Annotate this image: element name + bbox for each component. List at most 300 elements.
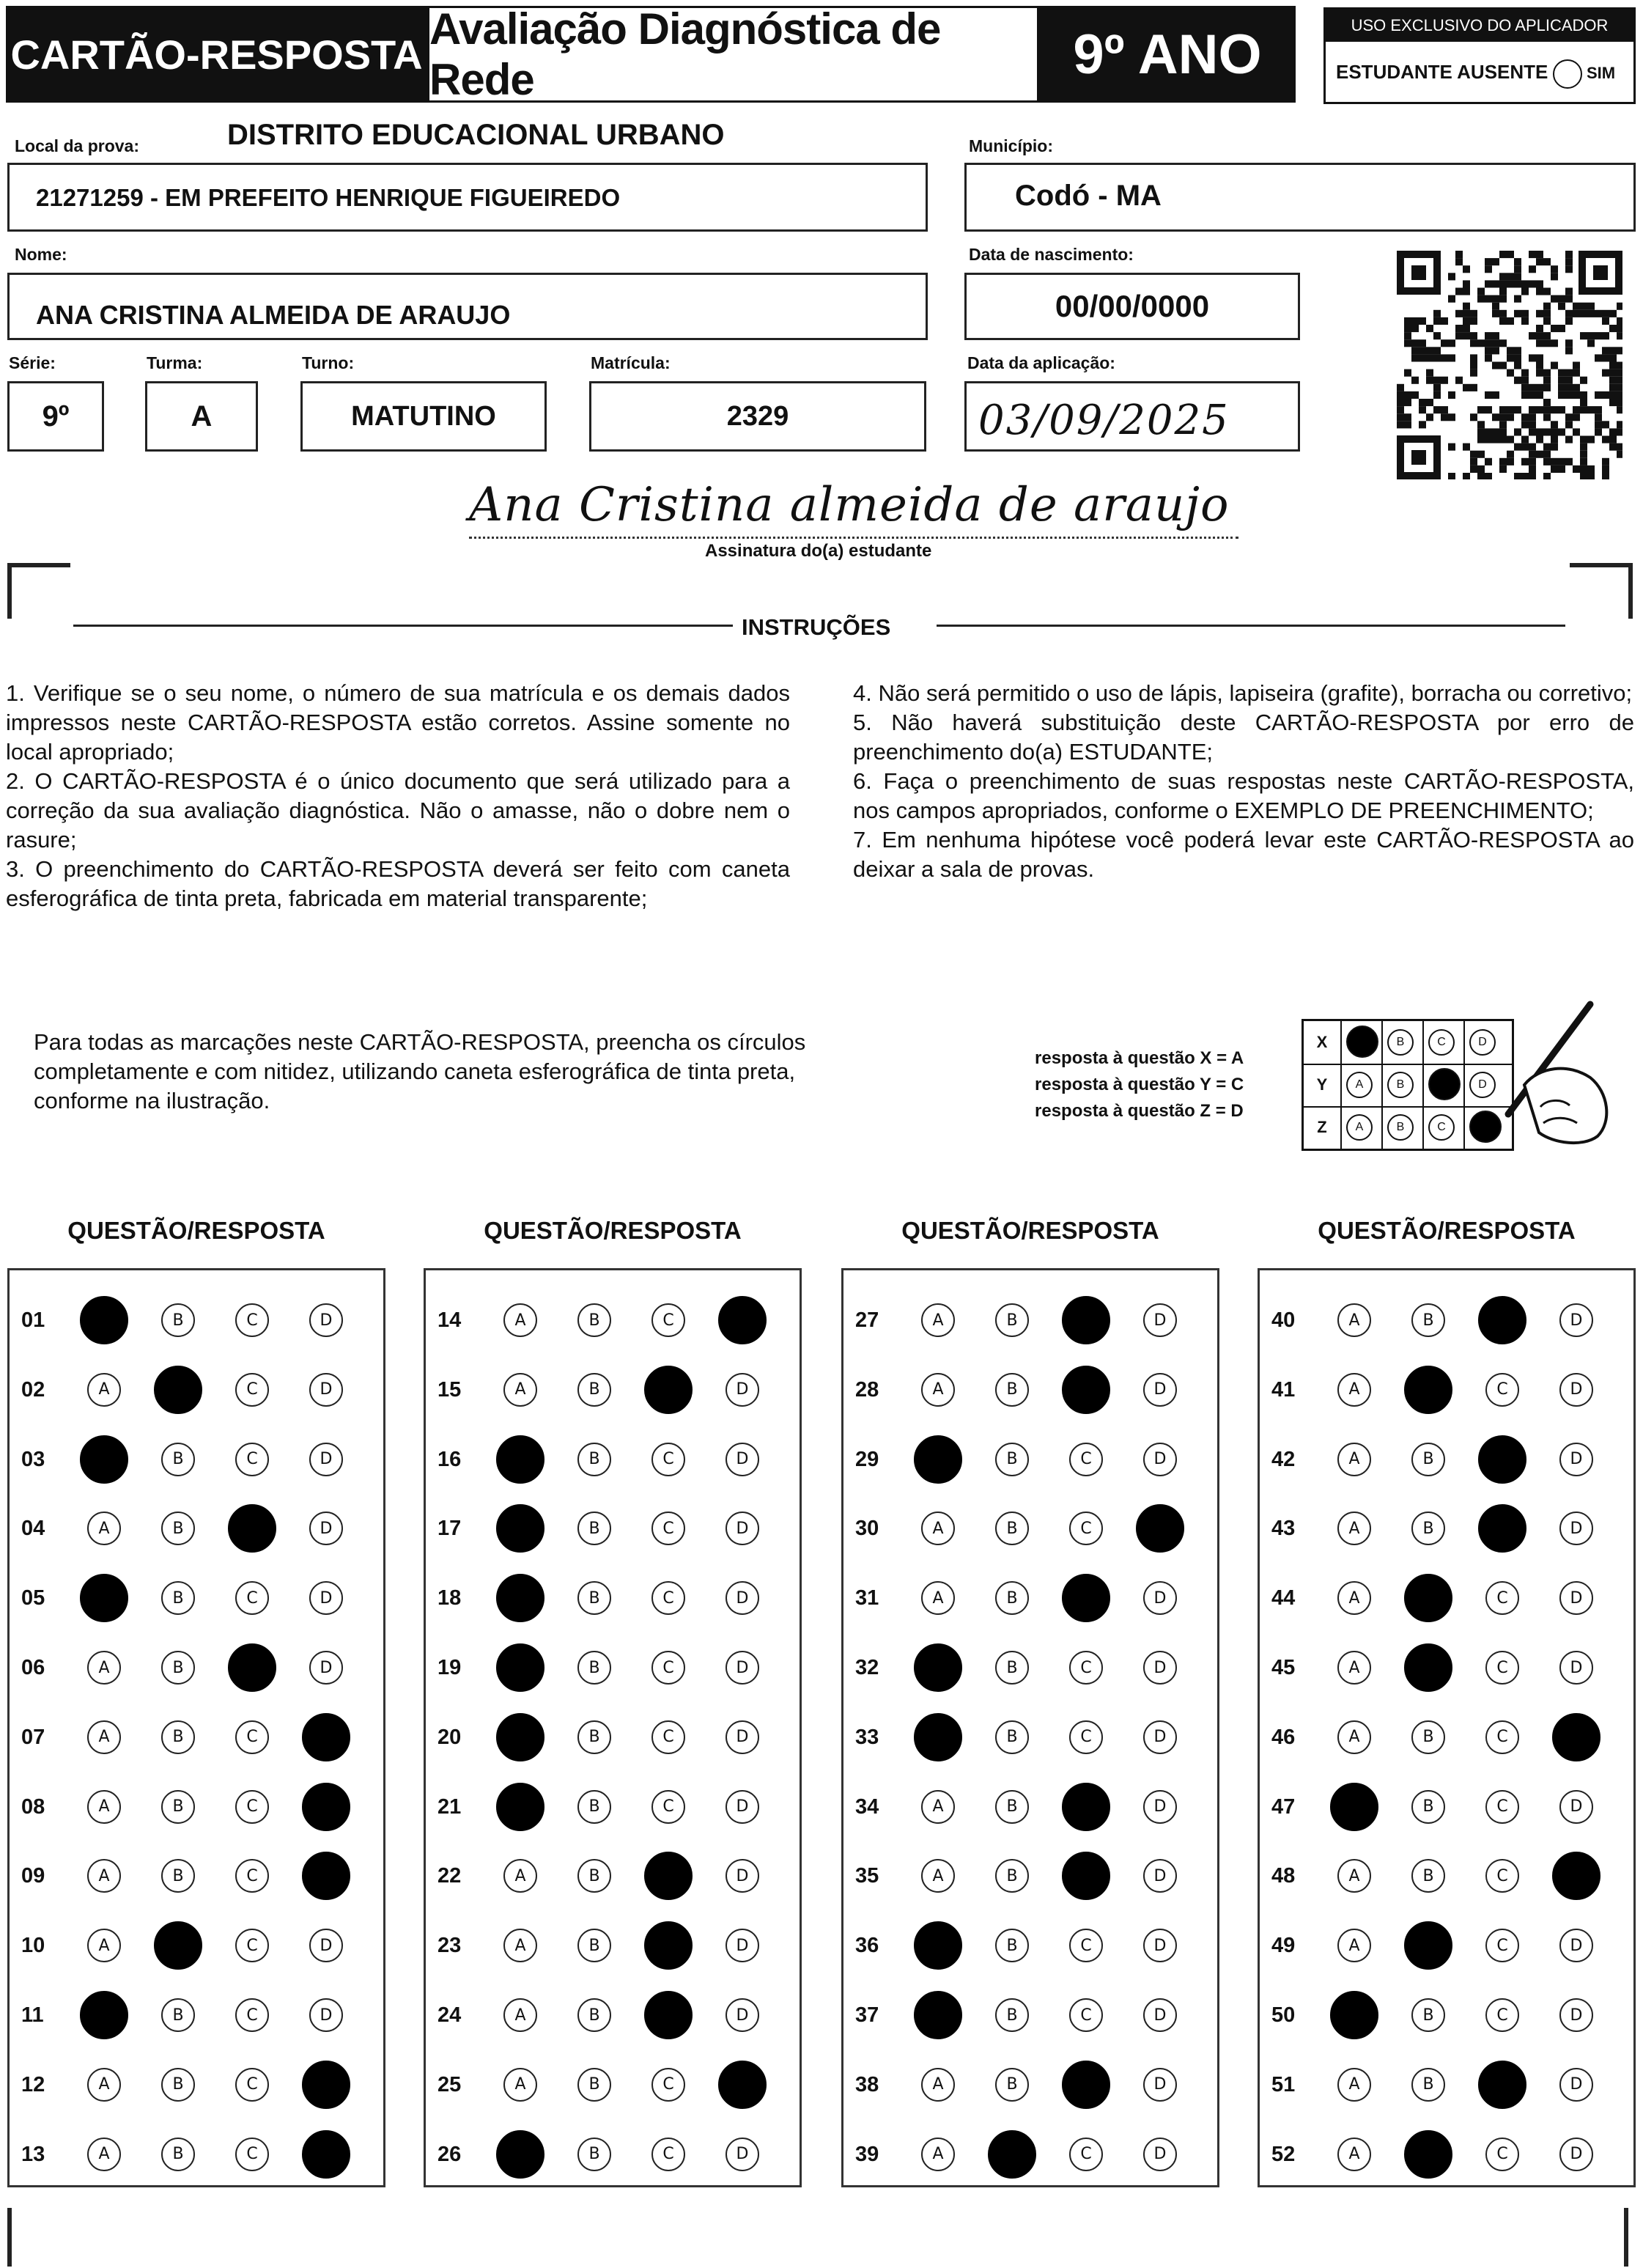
answer-bubble-a[interactable]: A — [87, 1651, 121, 1685]
question-number: 35 — [855, 1864, 879, 1888]
answer-bubble-d[interactable]: D — [1559, 1303, 1593, 1337]
answer-bubble-a[interactable] — [914, 1713, 962, 1761]
column-title: QUESTÃO/RESPOSTA — [67, 1217, 325, 1244]
answer-bubble-c[interactable]: C — [235, 1443, 269, 1476]
answer-bubble-c[interactable]: C — [1485, 1581, 1519, 1615]
answer-bubble-d[interactable]: D — [1143, 1373, 1177, 1407]
answer-bubble-b[interactable]: B — [995, 1929, 1029, 1962]
answer-bubble-c[interactable] — [644, 1366, 693, 1414]
answer-bubble-a[interactable] — [914, 1435, 962, 1484]
answer-bubble-d[interactable]: D — [1559, 2138, 1593, 2171]
question-row — [10, 1368, 383, 1412]
answer-bubble-c[interactable]: C — [651, 1790, 685, 1824]
question-row — [426, 1854, 800, 1898]
question-row — [843, 1437, 1217, 1481]
answer-bubble-c[interactable]: C — [235, 1929, 269, 1962]
question-row — [10, 1506, 383, 1550]
question-number: 23 — [437, 1934, 462, 1958]
example-cell-divider — [1422, 1021, 1424, 1064]
answer-bubble-c[interactable]: C — [651, 1443, 685, 1476]
answer-bubble-b[interactable]: B — [1411, 1303, 1445, 1337]
turno-field — [300, 381, 547, 452]
answer-bubble-c[interactable]: C — [1069, 1720, 1103, 1754]
answer-bubble-b[interactable]: B — [995, 1303, 1029, 1337]
column-title: QUESTÃO/RESPOSTA — [901, 1217, 1159, 1244]
answer-bubble-c[interactable] — [228, 1643, 276, 1692]
answer-bubble-a[interactable]: A — [921, 2068, 955, 2102]
turma-value: A — [191, 400, 213, 432]
answer-bubble-c[interactable]: C — [1485, 1373, 1519, 1407]
answer-bubble-c[interactable]: C — [235, 1720, 269, 1754]
answer-bubble-b[interactable]: B — [577, 1859, 611, 1893]
example-cell-divider — [1463, 1021, 1465, 1064]
signature-label: Assinatura do(a) estudante — [705, 541, 932, 561]
answer-bubble-c[interactable]: C — [651, 1651, 685, 1685]
answer-bubble-a[interactable] — [496, 1783, 544, 1831]
answer-bubble-a[interactable]: A — [503, 1373, 537, 1407]
answer-bubble-d[interactable]: D — [725, 1443, 759, 1476]
answer-bubble-b[interactable]: B — [577, 1512, 611, 1545]
answer-bubble-c[interactable]: C — [1069, 1929, 1103, 1962]
answer-bubble-a[interactable]: A — [87, 2068, 121, 2102]
answer-bubble-a[interactable] — [1330, 1783, 1378, 1831]
question-row — [843, 1298, 1217, 1342]
example-cell-divider — [1463, 1064, 1465, 1106]
answer-bubble-c[interactable] — [1478, 1296, 1526, 1344]
answer-bubble-b[interactable] — [988, 2130, 1036, 2179]
question-row — [426, 1646, 800, 1690]
answer-bubble-c[interactable]: C — [1069, 1512, 1103, 1545]
answer-bubble-c[interactable]: C — [1485, 1929, 1519, 1962]
answer-bubble-b[interactable]: B — [161, 1998, 195, 2032]
answer-bubble-d[interactable]: D — [1143, 1581, 1177, 1615]
answer-bubble-a[interactable] — [496, 1574, 544, 1622]
answer-bubble-b[interactable]: B — [995, 1512, 1029, 1545]
answer-bubble-d[interactable]: D — [1559, 1443, 1593, 1476]
example-bubble: C — [1428, 1068, 1461, 1100]
question-row — [843, 1576, 1217, 1620]
answer-bubble-b[interactable]: B — [577, 1443, 611, 1476]
example-legend-x: resposta à questão X = A — [1035, 1048, 1244, 1068]
answer-bubble-a[interactable]: A — [1337, 1859, 1371, 1893]
answer-bubble-b[interactable]: B — [1411, 1443, 1445, 1476]
answer-bubble-c[interactable]: C — [235, 1303, 269, 1337]
question-number: 31 — [855, 1586, 879, 1610]
answer-bubble-a[interactable]: A — [921, 2138, 955, 2171]
answer-bubble-d[interactable] — [302, 2130, 350, 2179]
question-number: 32 — [855, 1656, 879, 1679]
answer-bubble-a[interactable] — [914, 1921, 962, 1970]
question-row — [843, 1785, 1217, 1829]
answer-bubble-c[interactable]: C — [1485, 1998, 1519, 2032]
card-label: CARTÃO-RESPOSTA — [6, 6, 427, 103]
question-row — [426, 1576, 800, 1620]
question-number: 04 — [21, 1517, 45, 1541]
answer-bubble-d[interactable]: D — [309, 1651, 343, 1685]
answer-bubble-a[interactable]: A — [87, 1512, 121, 1545]
municipio-value: Codó - MA — [1015, 180, 1162, 212]
answer-bubble-b[interactable] — [1404, 1921, 1452, 1970]
answer-bubble-b[interactable]: B — [995, 1859, 1029, 1893]
question-number: 43 — [1271, 1517, 1296, 1541]
answer-bubble-b[interactable]: B — [577, 1651, 611, 1685]
answer-bubble-d[interactable]: D — [725, 1373, 759, 1407]
exam-title: Avaliação Diagnóstica de Rede — [427, 6, 1039, 103]
answer-bubble-c[interactable] — [1062, 2061, 1110, 2109]
answer-bubble-c[interactable] — [644, 1852, 693, 1900]
answer-bubble-c[interactable] — [1478, 1435, 1526, 1484]
answer-bubble-d[interactable] — [302, 2061, 350, 2109]
question-number: 29 — [855, 1447, 879, 1471]
answer-bubble-c[interactable]: C — [1069, 1998, 1103, 2032]
answer-bubble-c[interactable]: C — [235, 2138, 269, 2171]
answer-bubble-a[interactable] — [496, 1504, 544, 1553]
example-bubble: D — [1469, 1072, 1496, 1098]
answer-bubble-d[interactable]: D — [1559, 1373, 1593, 1407]
answer-bubble-b[interactable]: B — [161, 1859, 195, 1893]
answer-bubble-d[interactable] — [1552, 1852, 1600, 1900]
answer-bubble-a[interactable]: A — [921, 1303, 955, 1337]
answer-bubble-b[interactable] — [154, 1921, 202, 1970]
absent-checkbox[interactable] — [1553, 59, 1582, 89]
answer-bubble-a[interactable]: A — [1337, 2138, 1371, 2171]
answer-bubble-d[interactable]: D — [725, 2138, 759, 2171]
answer-bubble-a[interactable] — [914, 1991, 962, 2039]
answer-bubble-b[interactable]: B — [995, 2068, 1029, 2102]
answer-bubble-b[interactable] — [154, 1366, 202, 1414]
answer-bubble-c[interactable]: C — [1485, 1651, 1519, 1685]
answer-bubble-b[interactable]: B — [995, 1998, 1029, 2032]
question-number: 51 — [1271, 2072, 1296, 2096]
answer-bubble-b[interactable]: B — [577, 1581, 611, 1615]
grade-label: 9º ANO — [1039, 6, 1296, 103]
answer-bubble-c[interactable] — [228, 1504, 276, 1553]
answer-bubble-b[interactable]: B — [161, 1651, 195, 1685]
answer-bubble-d[interactable]: D — [1143, 1443, 1177, 1476]
answer-bubble-a[interactable]: A — [503, 1859, 537, 1893]
answer-bubble-d[interactable]: D — [309, 1373, 343, 1407]
question-number: 03 — [21, 1447, 45, 1471]
example-bubble: C — [1428, 1114, 1455, 1141]
answer-bubble-a[interactable]: A — [921, 1581, 955, 1615]
turma-field — [145, 381, 258, 452]
question-number: 18 — [437, 1586, 462, 1610]
example-bubble: D — [1469, 1111, 1502, 1143]
answer-bubble-d[interactable]: D — [1559, 1929, 1593, 1962]
question-row — [1260, 1993, 1633, 2037]
answer-bubble-d[interactable]: D — [309, 1929, 343, 1962]
answer-bubble-c[interactable]: C — [1485, 1720, 1519, 1754]
answer-bubble-c[interactable]: C — [235, 1998, 269, 2032]
answer-bubble-b[interactable]: B — [161, 1443, 195, 1476]
answer-bubble-a[interactable] — [1330, 1991, 1378, 2039]
nome-value: ANA CRISTINA ALMEIDA DE ARAUJO — [36, 300, 511, 330]
answer-bubble-b[interactable]: B — [1411, 1512, 1445, 1545]
question-number: 13 — [21, 2142, 45, 2166]
answer-bubble-b[interactable]: B — [995, 1373, 1029, 1407]
answer-bubble-d[interactable]: D — [1559, 1790, 1593, 1824]
answer-bubble-b[interactable]: B — [161, 1512, 195, 1545]
answer-bubble-b[interactable]: B — [995, 1443, 1029, 1476]
answer-bubble-a[interactable]: A — [87, 1929, 121, 1962]
answer-bubble-c[interactable]: C — [651, 1581, 685, 1615]
local-field — [7, 163, 928, 232]
answer-bubble-a[interactable]: A — [87, 2138, 121, 2171]
example-cell-divider — [1463, 1106, 1465, 1149]
question-number: 01 — [21, 1308, 45, 1332]
question-row — [426, 1437, 800, 1481]
answer-bubble-d[interactable]: D — [725, 1998, 759, 2032]
answer-bubble-a[interactable] — [80, 1296, 128, 1344]
answer-bubble-a[interactable]: A — [1337, 1651, 1371, 1685]
answer-bubble-c[interactable]: C — [1069, 1651, 1103, 1685]
question-row — [1260, 1506, 1633, 1550]
answer-bubble-c[interactable]: C — [1069, 2138, 1103, 2171]
question-row — [843, 2132, 1217, 2176]
answer-bubble-c[interactable] — [1478, 1504, 1526, 1553]
answer-bubble-d[interactable]: D — [1143, 1720, 1177, 1754]
answer-bubble-b[interactable]: B — [995, 1581, 1029, 1615]
question-row — [1260, 1854, 1633, 1898]
answer-bubble-d[interactable]: D — [725, 1512, 759, 1545]
example-bubble: B — [1387, 1114, 1414, 1141]
example-legend-y: resposta à questão Y = C — [1035, 1075, 1244, 1094]
answer-bubble-a[interactable] — [80, 1991, 128, 2039]
answer-bubble-d[interactable]: D — [1143, 1929, 1177, 1962]
example-cell-divider — [1422, 1106, 1424, 1149]
answer-bubble-b[interactable]: B — [1411, 1998, 1445, 2032]
matricula-label: Matrícula: — [591, 353, 671, 372]
corner-top-left — [7, 563, 70, 619]
question-row — [10, 1646, 383, 1690]
answer-bubble-d[interactable]: D — [1143, 1790, 1177, 1824]
answer-bubble-d[interactable]: D — [725, 1790, 759, 1824]
answer-bubble-c[interactable] — [1062, 1783, 1110, 1831]
answer-bubble-d[interactable]: D — [1143, 1998, 1177, 2032]
answer-bubble-c[interactable]: C — [651, 1512, 685, 1545]
answer-bubble-a[interactable]: A — [503, 1998, 537, 2032]
question-row — [1260, 1715, 1633, 1759]
answer-bubble-d[interactable] — [302, 1783, 350, 1831]
answer-bubble-a[interactable] — [496, 1435, 544, 1484]
answer-bubble-a[interactable]: A — [87, 1859, 121, 1893]
answer-bubble-d[interactable] — [1552, 1713, 1600, 1761]
answer-bubble-a[interactable]: A — [1337, 1581, 1371, 1615]
answer-bubble-b[interactable]: B — [1411, 2068, 1445, 2102]
answer-bubble-a[interactable]: A — [87, 1373, 121, 1407]
answer-bubble-b[interactable] — [1404, 2130, 1452, 2179]
question-row — [10, 1993, 383, 2037]
answer-bubble-a[interactable]: A — [921, 1512, 955, 1545]
answer-bubble-a[interactable] — [80, 1435, 128, 1484]
answer-bubble-d[interactable]: D — [1143, 1651, 1177, 1685]
local-label: Local da prova: — [15, 136, 139, 155]
answer-bubble-c[interactable]: C — [1485, 1790, 1519, 1824]
applicator-box — [1323, 7, 1636, 104]
absent-label: ESTUDANTE AUSENTE — [1336, 61, 1548, 83]
question-row — [426, 1785, 800, 1829]
answer-bubble-a[interactable]: A — [1337, 1512, 1371, 1545]
answer-bubble-c[interactable] — [1062, 1366, 1110, 1414]
answer-bubble-b[interactable]: B — [577, 1373, 611, 1407]
answer-bubble-c[interactable]: C — [235, 1859, 269, 1893]
answer-bubble-a[interactable]: A — [503, 2068, 537, 2102]
answer-bubble-d[interactable]: D — [725, 1581, 759, 1615]
answer-bubble-c[interactable] — [1062, 1574, 1110, 1622]
answer-bubble-a[interactable]: A — [87, 1720, 121, 1754]
answer-bubble-b[interactable]: B — [995, 1790, 1029, 1824]
aplicacao-field[interactable] — [964, 381, 1300, 452]
answer-bubble-a[interactable]: A — [1337, 1720, 1371, 1754]
answer-bubble-b[interactable]: B — [577, 1303, 611, 1337]
question-row — [426, 1506, 800, 1550]
answer-bubble-a[interactable]: A — [921, 1859, 955, 1893]
question-row — [10, 1715, 383, 1759]
answer-bubble-a[interactable] — [496, 2130, 544, 2179]
answer-bubble-b[interactable] — [1404, 1643, 1452, 1692]
answer-bubble-a[interactable]: A — [503, 1929, 537, 1962]
answer-bubble-a[interactable] — [496, 1643, 544, 1692]
municipio-label: Município: — [969, 136, 1053, 155]
answer-bubble-d[interactable]: D — [725, 1720, 759, 1754]
question-row — [843, 1506, 1217, 1550]
answer-bubble-b[interactable]: B — [577, 2138, 611, 2171]
answer-bubble-d[interactable]: D — [1143, 1859, 1177, 1893]
question-row — [426, 2132, 800, 2176]
answer-bubble-c[interactable]: C — [235, 1790, 269, 1824]
answer-bubble-b[interactable]: B — [577, 1720, 611, 1754]
answer-bubble-a[interactable]: A — [1337, 1443, 1371, 1476]
answer-bubble-b[interactable]: B — [161, 2138, 195, 2171]
question-number: 39 — [855, 2142, 879, 2166]
answer-bubble-d[interactable] — [302, 1713, 350, 1761]
question-row — [426, 2063, 800, 2107]
answer-bubble-b[interactable]: B — [161, 1581, 195, 1615]
answer-bubble-a[interactable]: A — [1337, 1929, 1371, 1962]
answer-bubble-a[interactable] — [496, 1713, 544, 1761]
answer-bubble-c[interactable] — [644, 1991, 693, 2039]
answer-bubble-c[interactable] — [1478, 2061, 1526, 2109]
matricula-value: 2329 — [726, 400, 789, 432]
answer-bubble-d[interactable]: D — [1559, 2068, 1593, 2102]
answer-bubble-d[interactable]: D — [1559, 1651, 1593, 1685]
local-value: 21271259 - EM PREFEITO HENRIQUE FIGUEIREDO — [36, 184, 621, 211]
answer-bubble-d[interactable]: D — [309, 1443, 343, 1476]
answer-bubble-d[interactable]: D — [1143, 1303, 1177, 1337]
answer-bubble-a[interactable] — [80, 1574, 128, 1622]
answer-bubble-b[interactable]: B — [577, 2068, 611, 2102]
question-row — [10, 2063, 383, 2107]
answer-bubble-c[interactable] — [1062, 1852, 1110, 1900]
answer-bubble-d[interactable]: D — [1143, 2068, 1177, 2102]
answer-bubble-b[interactable]: B — [995, 1651, 1029, 1685]
answer-bubble-a[interactable] — [914, 1643, 962, 1692]
answer-bubble-d[interactable]: D — [309, 1512, 343, 1545]
question-number: 48 — [1271, 1864, 1296, 1888]
answer-bubble-b[interactable]: B — [161, 1303, 195, 1337]
example-cell-divider — [1381, 1064, 1383, 1106]
answer-bubble-b[interactable]: B — [577, 1998, 611, 2032]
answer-bubble-c[interactable] — [1062, 1296, 1110, 1344]
answer-bubble-b[interactable]: B — [995, 1720, 1029, 1754]
question-row — [10, 1854, 383, 1898]
answer-bubble-d[interactable] — [302, 1852, 350, 1900]
answer-bubble-b[interactable]: B — [161, 2068, 195, 2102]
instruction-5: 5. Não haverá substituição deste CARTÃO-RESPOSTA por erro de preenchimento do(a) ESTUDANTE; — [853, 710, 1634, 765]
answer-bubble-c[interactable]: C — [1485, 2138, 1519, 2171]
question-number: 08 — [21, 1794, 45, 1819]
answer-bubble-b[interactable]: B — [161, 1790, 195, 1824]
answer-bubble-d[interactable] — [718, 2061, 767, 2109]
answer-bubble-c[interactable]: C — [651, 2138, 685, 2171]
answer-bubble-b[interactable] — [1404, 1574, 1452, 1622]
answer-bubble-c[interactable] — [644, 1921, 693, 1970]
answer-bubble-a[interactable]: A — [503, 1303, 537, 1337]
answer-bubble-b[interactable] — [1404, 1366, 1452, 1414]
answer-bubble-a[interactable]: A — [921, 1373, 955, 1407]
answer-bubble-d[interactable]: D — [725, 1929, 759, 1962]
question-number: 05 — [21, 1586, 45, 1610]
answer-bubble-d[interactable]: D — [1559, 1581, 1593, 1615]
answer-bubble-a[interactable]: A — [1337, 1303, 1371, 1337]
serie-field — [7, 381, 104, 452]
example-bubble: B — [1387, 1029, 1414, 1056]
question-number: 38 — [855, 2072, 879, 2096]
answer-bubble-b[interactable]: B — [577, 1790, 611, 1824]
answer-bubble-d[interactable] — [1136, 1504, 1184, 1553]
answer-bubble-a[interactable]: A — [921, 1790, 955, 1824]
answer-bubble-d[interactable]: D — [1559, 1998, 1593, 2032]
answer-bubble-c[interactable]: C — [235, 2068, 269, 2102]
instruction-1: 1. Verifique se o seu nome, o número de sua matrícula e os demais dados impressos neste CARTÃO-RESPOSTA estão corretos. Assine somente no local apropriado; — [6, 680, 790, 765]
answer-bubble-b[interactable]: B — [161, 1720, 195, 1754]
nascimento-label: Data de nascimento: — [969, 245, 1134, 264]
answer-bubble-c[interactable]: C — [651, 1720, 685, 1754]
answer-bubble-d[interactable]: D — [309, 1998, 343, 2032]
answer-bubble-d[interactable]: D — [309, 1581, 343, 1615]
column-title: QUESTÃO/RESPOSTA — [1318, 1217, 1576, 1244]
answer-bubble-c[interactable]: C — [1069, 1443, 1103, 1476]
question-row — [1260, 2132, 1633, 2176]
answer-bubble-a[interactable]: A — [1337, 2068, 1371, 2102]
answer-bubble-a[interactable]: A — [1337, 1373, 1371, 1407]
question-number: 11 — [21, 2003, 44, 2027]
aplicacao-label: Data da aplicação: — [967, 353, 1115, 372]
answer-bubble-c[interactable]: C — [651, 1303, 685, 1337]
question-row — [843, 1715, 1217, 1759]
answer-bubble-a[interactable]: A — [87, 1790, 121, 1824]
turma-label: Turma: — [147, 353, 203, 372]
question-row — [426, 1993, 800, 2037]
answer-bubble-d[interactable]: D — [1143, 2138, 1177, 2171]
answer-bubble-c[interactable]: C — [651, 2068, 685, 2102]
answer-bubble-b[interactable]: B — [577, 1929, 611, 1962]
answer-bubble-d[interactable]: D — [725, 1651, 759, 1685]
answer-bubble-c[interactable]: C — [235, 1581, 269, 1615]
answer-bubble-b[interactable]: B — [1411, 1790, 1445, 1824]
answer-bubble-d[interactable]: D — [725, 1859, 759, 1893]
absent-option-label: SIM — [1587, 64, 1616, 82]
answer-bubble-d[interactable]: D — [309, 1303, 343, 1337]
pen-hand-icon — [1473, 997, 1620, 1158]
answer-bubble-d[interactable] — [718, 1296, 767, 1344]
answer-bubble-b[interactable]: B — [1411, 1720, 1445, 1754]
answer-bubble-c[interactable]: C — [1485, 1859, 1519, 1893]
answer-bubble-d[interactable]: D — [1559, 1512, 1593, 1545]
answer-bubble-c[interactable]: C — [235, 1373, 269, 1407]
answer-bubble-b[interactable]: B — [1411, 1859, 1445, 1893]
corner-top-right — [1570, 563, 1633, 619]
